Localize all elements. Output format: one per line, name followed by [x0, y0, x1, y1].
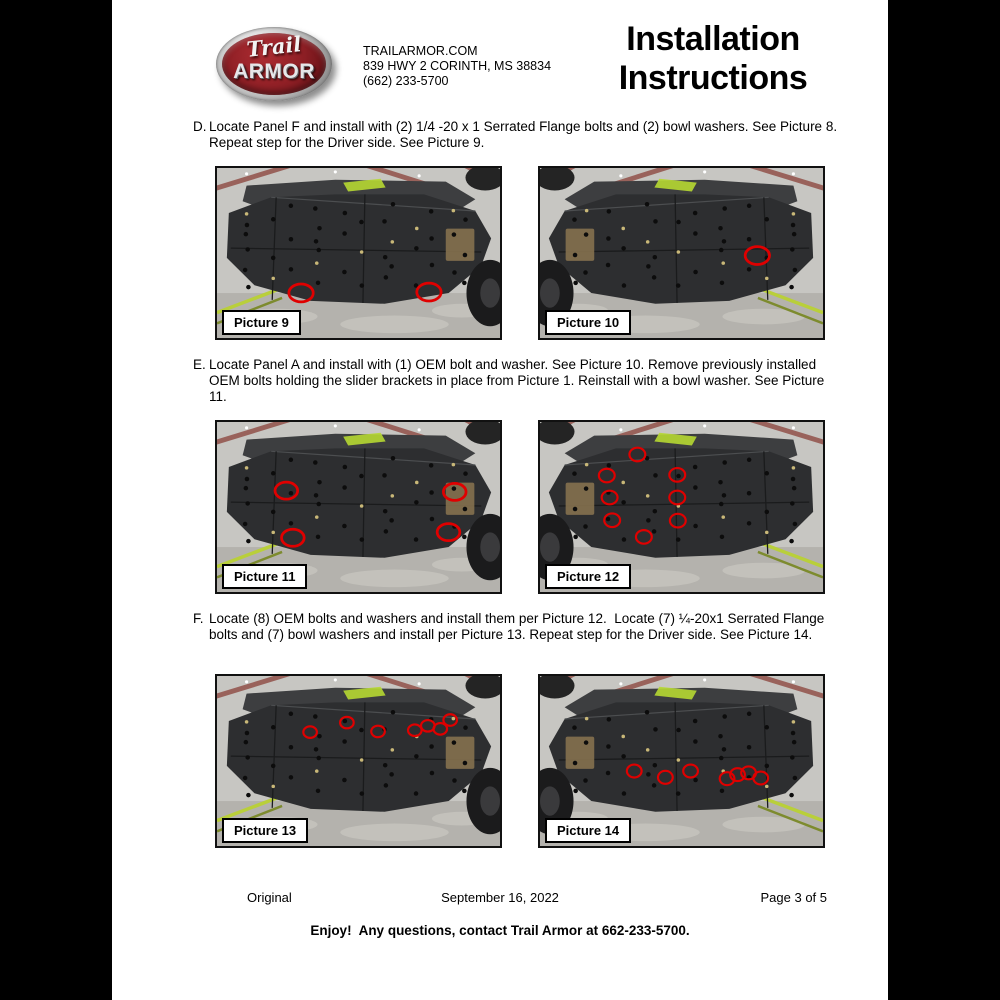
contact-website: TRAILARMOR.COM — [363, 44, 478, 58]
page-title-line2: Instructions — [618, 59, 808, 97]
document-page — [112, 0, 888, 1000]
photo-picture-14 — [538, 674, 825, 848]
photo-picture-9 — [215, 166, 502, 340]
contact-address: 839 HWY 2 CORINTH, MS 38834 — [363, 59, 552, 73]
step-text: Locate Panel F and install with (2) 1/4 -20 x 1 Serrated Flange bolts and (2) bowl washers. See Picture 8. Repeat step for the Driver side. See Picture 9. — [209, 119, 841, 150]
step-letter: E. — [193, 357, 206, 372]
step-text: Locate (8) OEM bolts and washers and install them per Picture 12. Locate (7) ¼-20x1 Serrated Flange bolts and (7) bowl washers and install per Picture 13. Repeat step for the Driver side. See Picture 14. — [209, 611, 829, 642]
step-letter: F. — [193, 611, 204, 626]
picture-label: Picture 10 — [545, 310, 631, 335]
step-letter: D. — [193, 119, 207, 134]
instruction-step-f — [193, 611, 843, 643]
picture-label: Picture 11 — [222, 564, 307, 589]
photo-picture-11 — [215, 420, 502, 594]
trail-armor-logo — [216, 27, 332, 101]
step-text: Locate Panel A and install with (1) OEM bolt and washer. See Picture 10. Remove previously installed OEM bolts holding the slider brackets in place from Picture 1. Reinstall with a bowl washer. See Picture 11. — [209, 357, 829, 404]
picture-label: Picture 9 — [222, 310, 301, 335]
photo-picture-10 — [538, 166, 825, 340]
photo-picture-12 — [538, 420, 825, 594]
footer-page-number: Page 3 of 5 — [760, 890, 827, 905]
instruction-step-e — [193, 357, 845, 404]
photo-picture-13 — [215, 674, 502, 848]
picture-label: Picture 12 — [545, 564, 631, 589]
page-title-line1: Installation — [626, 20, 800, 58]
page-title — [582, 20, 844, 98]
footer-version: Original — [247, 890, 292, 905]
instruction-step-d — [193, 119, 841, 151]
footer-contact-note: Enjoy! Any questions, contact Trail Armor at 662-233-5700. — [310, 923, 690, 938]
footer-date: September 16, 2022 — [441, 890, 559, 905]
picture-label: Picture 14 — [545, 818, 631, 843]
contact-phone: (662) 233-5700 — [363, 74, 449, 88]
contact-block — [363, 44, 551, 89]
picture-label: Picture 13 — [222, 818, 308, 843]
logo-script-text: Trail — [245, 31, 303, 62]
logo-block-text: ARMOR — [233, 60, 315, 83]
